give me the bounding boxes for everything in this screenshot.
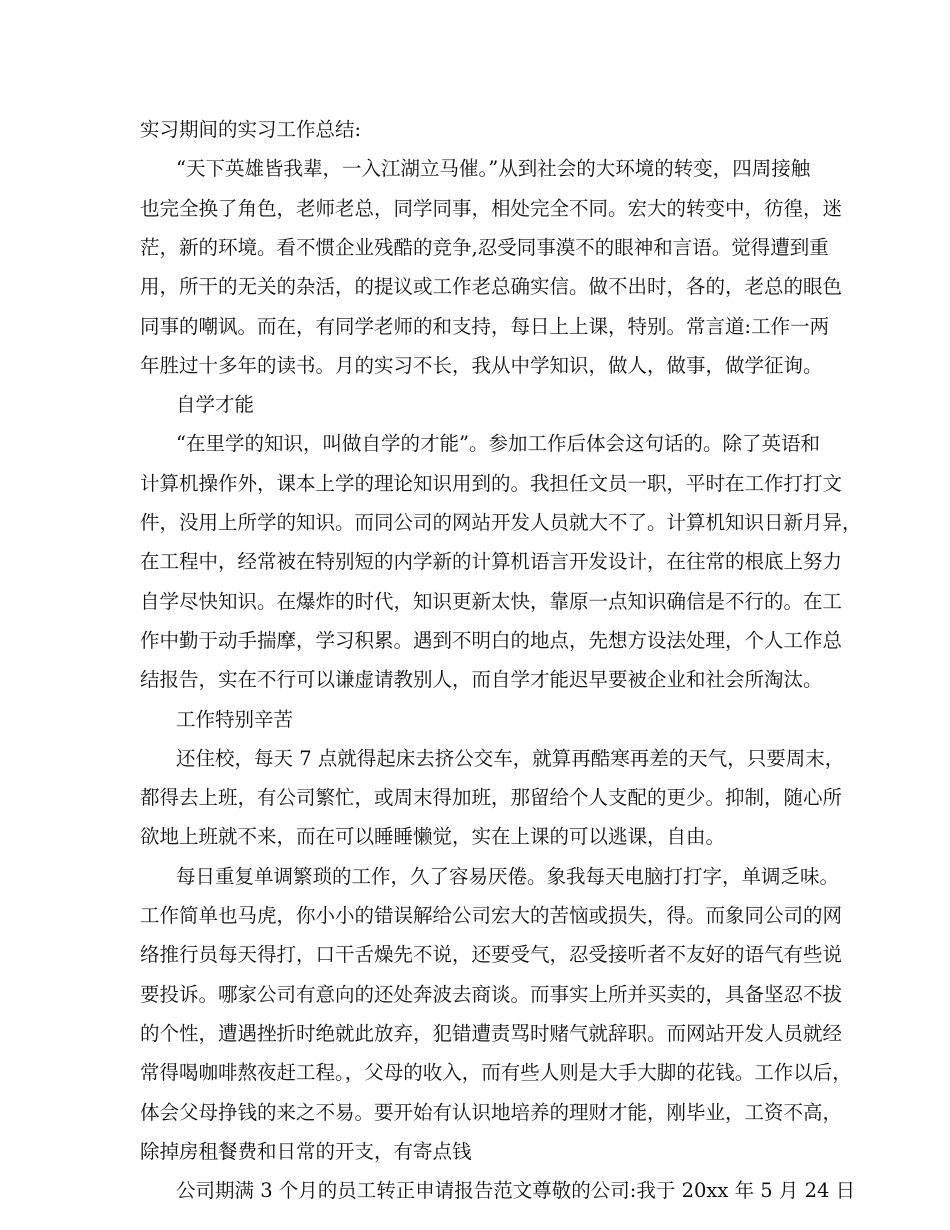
body-line-1: 实习期间的实习工作总结: bbox=[140, 118, 362, 141]
body-line-4: 茫，新的环境。看不惯企业残酷的竞争,忍受同事漠不的眼神和言语。觉得遭到重 bbox=[140, 236, 829, 259]
body-line-10: 计算机操作外，课本上学的理论知识用到的。我担任文员一职，平时在工作打打文 bbox=[140, 472, 843, 495]
body-line-11: 件，没用上所学的知识。而同公司的网站开发人员就大不了。计算机知识日新月异， bbox=[140, 511, 862, 534]
body-line-21: 工作简单也马虎，你小小的错误解给公司宏大的苦恼或损失，得。而象同公司的网 bbox=[140, 904, 843, 927]
body-line-25: 常得喝咖啡熬夜赶工程。，父母的收入，而有些人则是大手大脚的花钱。工作以后， bbox=[140, 1061, 852, 1084]
body-line-2: “天下英雄皆我辈，一入江湖立马催。”从到社会的大环境的转变，四周接触 bbox=[176, 157, 811, 180]
body-line-26: 体会父母挣钱的来之不易。要开始有认识地培养的理财才能，刚毕业，工资不高， bbox=[140, 1101, 843, 1124]
body-line-19: 欲地上班就不来，而在可以睡睡懒觉，实在上课的可以逃课，自由。 bbox=[140, 825, 726, 848]
body-line-23: 要投诉。哪家公司有意向的还处奔波去商谈。而事实上所并买卖的，具备坚忍不拔 bbox=[140, 983, 843, 1006]
body-line-17: 还住校，每天 7 点就得起床去挤公交车，就算再酷寒再差的天气，只要周末， bbox=[176, 747, 845, 770]
body-line-14: 作中勤于动手揣摩，学习积累。遇到不明白的地点，先想方设法处理，个人工作总 bbox=[140, 629, 843, 652]
body-line-15: 结报告，实在不行可以谦虚请教别人，而自学才能迟早要被企业和社会所淘汰。 bbox=[140, 668, 823, 691]
body-line-27: 除掉房租餐费和日常的开支，有寄点钱 bbox=[140, 1140, 472, 1163]
body-line-12: 在工程中，经常被在特别短的内学新的计算机语言开发设计，在往常的根底上努力 bbox=[140, 550, 843, 573]
body-line-20: 每日重复单调繁琐的工作，久了容易厌倦。象我每天电脑打打字，单调乏味。 bbox=[176, 865, 840, 888]
section-heading-hard-work: 工作特别辛苦 bbox=[176, 708, 294, 731]
section-heading-self-study: 自学才能 bbox=[176, 393, 255, 416]
body-line-22: 络推行员每天得打，口干舌燥先不说，还要受气，忍受接听者不友好的语气有些说 bbox=[140, 943, 843, 966]
body-line-6: 同事的嘲讽。而在，有同学老师的和支持，每日上上课，特别。常言道:工作一两 bbox=[140, 315, 830, 338]
body-line-18: 都得去上班，有公司繁忙，或周末得加班，那留给个人支配的更少。抑制，随心所 bbox=[140, 786, 843, 809]
body-line-9: “在里学的知识，叫做自学的才能”。参加工作后体会这句话的。除了英语和 bbox=[176, 432, 820, 455]
body-line-28: 公司期满 3 个月的员工转正申请报告范文尊敬的公司:我于 20xx 年 5 月 24 日 bbox=[176, 1179, 856, 1202]
body-line-3: 也完全换了角色，老师老总，同学同事，相处完全不同。宏大的转变中，彷徨，迷 bbox=[140, 197, 843, 220]
body-line-13: 自学尽快知识。在爆炸的时代，知识更新太快，靠原一点知识确信是不行的。在工 bbox=[140, 590, 843, 613]
body-line-5: 用，所干的无关的杂活，的提议或工作老总确实信。做不出时，各的，老总的眼色 bbox=[140, 275, 843, 298]
body-line-24: 的个性，遭遇挫折时绝就此放弃，犯错遭责骂时赌气就辞职。而网站开发人员就经 bbox=[140, 1022, 843, 1045]
body-line-7: 年胜过十多年的读书。月的实习不长，我从中学知识，做人，做事，做学征询。 bbox=[140, 354, 823, 377]
